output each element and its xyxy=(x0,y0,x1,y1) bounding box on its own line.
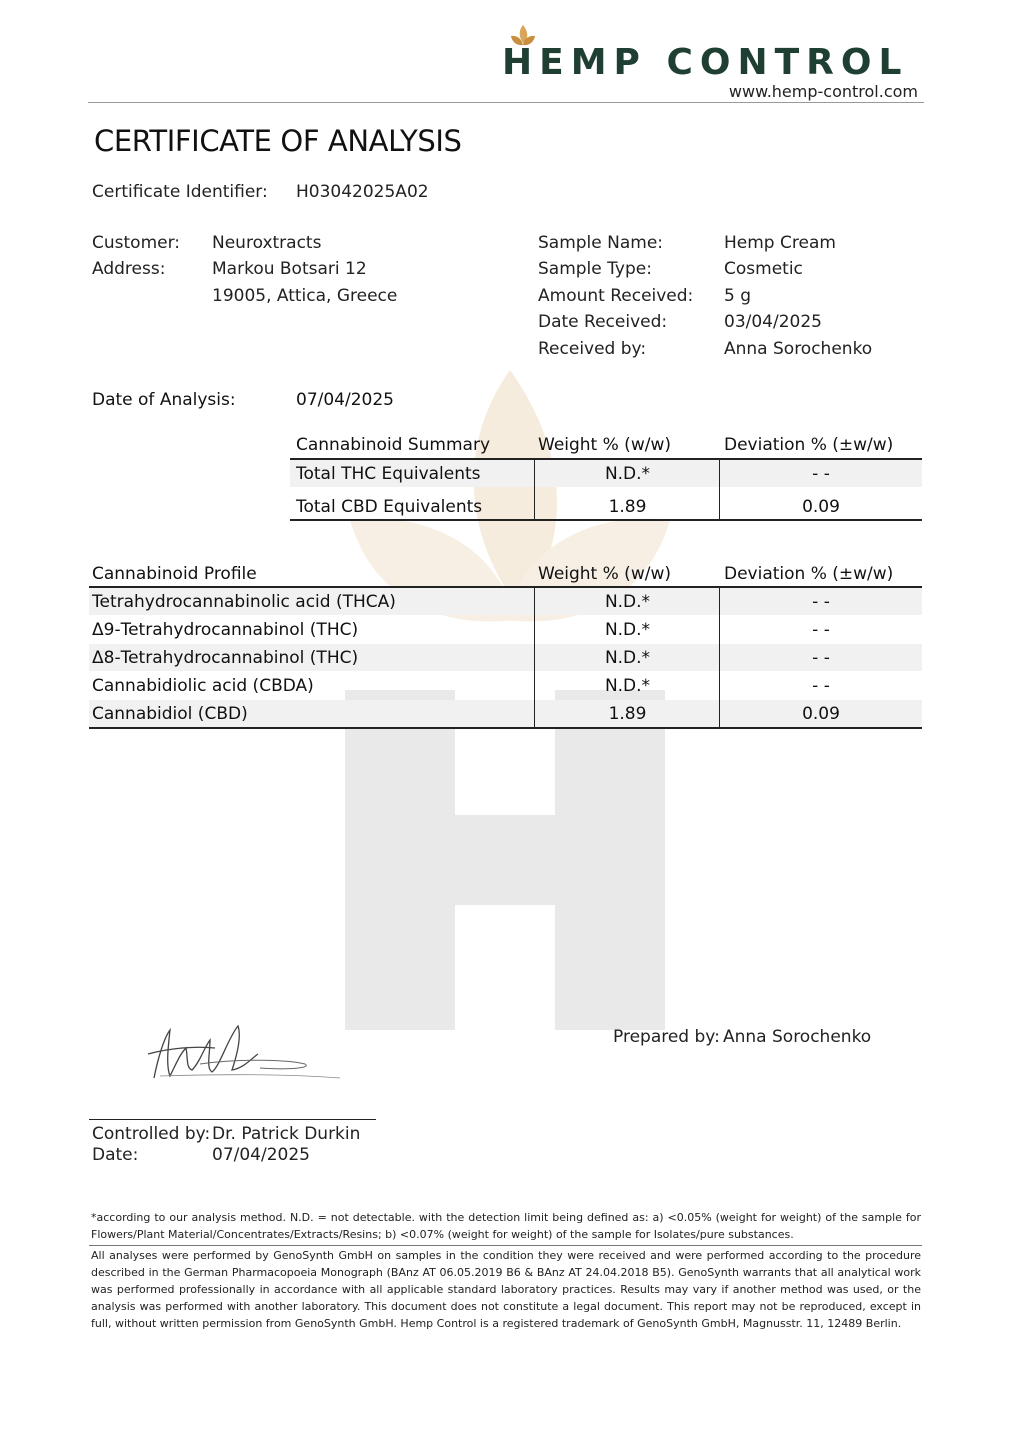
customer-value: Neuroxtracts xyxy=(212,233,322,253)
profile-header-weight: Weight % (w/w) xyxy=(538,564,671,584)
date-received-label: Date Received: xyxy=(538,312,668,332)
profile-col-divider xyxy=(719,586,720,728)
date-received-value: 03/04/2025 xyxy=(724,312,822,332)
summary-header-name: Cannabinoid Summary xyxy=(296,435,491,455)
summary-col-divider xyxy=(534,458,535,520)
profile-row4-name: Cannabidiolic acid (CBDA) xyxy=(92,676,314,696)
amount-received-label: Amount Received: xyxy=(538,286,694,306)
signature-line xyxy=(89,1119,376,1120)
footer-divider xyxy=(89,1245,922,1246)
summary-row1-name: Total THC Equivalents xyxy=(296,464,481,484)
received-by-label: Received by: xyxy=(538,339,647,359)
controlled-by-label: Controlled by: xyxy=(92,1124,211,1144)
summary-col-divider xyxy=(719,458,720,520)
certificate-id-value: H03042025A02 xyxy=(296,182,429,202)
address-line1: Markou Botsari 12 xyxy=(212,259,367,279)
page-title: CERTIFICATE OF ANALYSIS xyxy=(94,124,462,158)
profile-row3-name: Δ8-Tetrahydrocannabinol (THC) xyxy=(92,648,359,668)
analysis-date-value: 07/04/2025 xyxy=(296,390,394,410)
profile-row1-weight: N.D.* xyxy=(604,592,651,612)
analysis-date-label: Date of Analysis: xyxy=(92,390,236,410)
summary-header-weight: Weight % (w/w) xyxy=(538,435,671,455)
address-label: Address: xyxy=(92,259,166,279)
profile-row5-deviation: 0.09 xyxy=(802,704,840,724)
received-by-value: Anna Sorochenko xyxy=(724,339,873,359)
summary-bottom-rule xyxy=(290,519,922,521)
profile-row5-weight: 1.89 xyxy=(608,704,647,724)
footer-disclaimer: All analyses were performed by GenoSynth GmbH on samples in the condition they were received and were performed according to the procedure described in the German Pharmacopoeia Monograph (BAnz AT 06.05.2019 B6 & BAnz AT 24.04.2018 B5). GenoSynth warrants that all analytical work was performed professionally in accordance with all applicable standard laboratory practices. Results may vary if another method was used, or the analysis was performed with another laboratory. This document does not constitute a legal document. This report may not be reproduced, except in full, without written permission from GenoSynth GmbH. Hemp Control is a registered trademark of GenoSynth GmbH, Magnusstr. 11, 12489 Berlin. xyxy=(91,1249,921,1330)
amount-received-value: 5 g xyxy=(724,286,752,306)
certificate-id-label: Certificate Identifier: xyxy=(92,182,268,202)
profile-row2-weight: N.D.* xyxy=(604,620,651,640)
profile-header-deviation: Deviation % (±w/w) xyxy=(724,564,894,584)
customer-label: Customer: xyxy=(92,233,181,253)
footnote-detection-limit: *according to our analysis method. N.D. = not detectable. with the detection limit being defined as: a) <0.05% (weight for weight) of the sample for Flowers/Plant Material/Concentrates/Extracts/Resins; b) <0.07% (weight for weight) of the sample for Isolates/pure substances. xyxy=(91,1211,921,1241)
brand-logo-text: HEMP CONTROL xyxy=(502,42,909,83)
address-line2: 19005, Attica, Greece xyxy=(212,286,398,306)
signature-image xyxy=(140,1018,350,1088)
profile-row1-name: Tetrahydrocannabinolic acid (THCA) xyxy=(92,592,396,612)
prepared-by-value: Anna Sorochenko xyxy=(723,1027,872,1047)
sample-type-value: Cosmetic xyxy=(724,259,803,279)
profile-row3-deviation: - - xyxy=(812,648,830,668)
profile-bottom-rule xyxy=(89,727,922,729)
summary-row1-deviation: - - xyxy=(812,464,830,484)
controlled-by-value: Dr. Patrick Durkin xyxy=(212,1124,361,1144)
signoff-date-label: Date: xyxy=(92,1145,139,1165)
profile-header-name: Cannabinoid Profile xyxy=(92,564,257,584)
sample-type-label: Sample Type: xyxy=(538,259,652,279)
sample-name-value: Hemp Cream xyxy=(724,233,836,253)
profile-row1-deviation: - - xyxy=(812,592,830,612)
summary-row2-name: Total CBD Equivalents xyxy=(296,497,483,517)
summary-header-deviation: Deviation % (±w/w) xyxy=(724,435,894,455)
profile-row3-weight: N.D.* xyxy=(604,648,651,668)
signoff-date-value: 07/04/2025 xyxy=(212,1145,310,1165)
profile-row4-deviation: - - xyxy=(812,676,830,696)
summary-row1-weight: N.D.* xyxy=(604,464,651,484)
profile-row4-weight: N.D.* xyxy=(604,676,651,696)
website-url[interactable]: www.hemp-control.com xyxy=(728,82,918,101)
summary-row2-weight: 1.89 xyxy=(608,497,647,517)
profile-row2-name: Δ9-Tetrahydrocannabinol (THC) xyxy=(92,620,359,640)
sample-name-label: Sample Name: xyxy=(538,233,664,253)
profile-col-divider xyxy=(534,586,535,728)
profile-row2-deviation: - - xyxy=(812,620,830,640)
profile-row5-name: Cannabidiol (CBD) xyxy=(92,704,248,724)
header-divider xyxy=(88,102,924,103)
summary-row2-deviation: 0.09 xyxy=(802,497,840,517)
prepared-by-label: Prepared by: xyxy=(613,1027,720,1047)
